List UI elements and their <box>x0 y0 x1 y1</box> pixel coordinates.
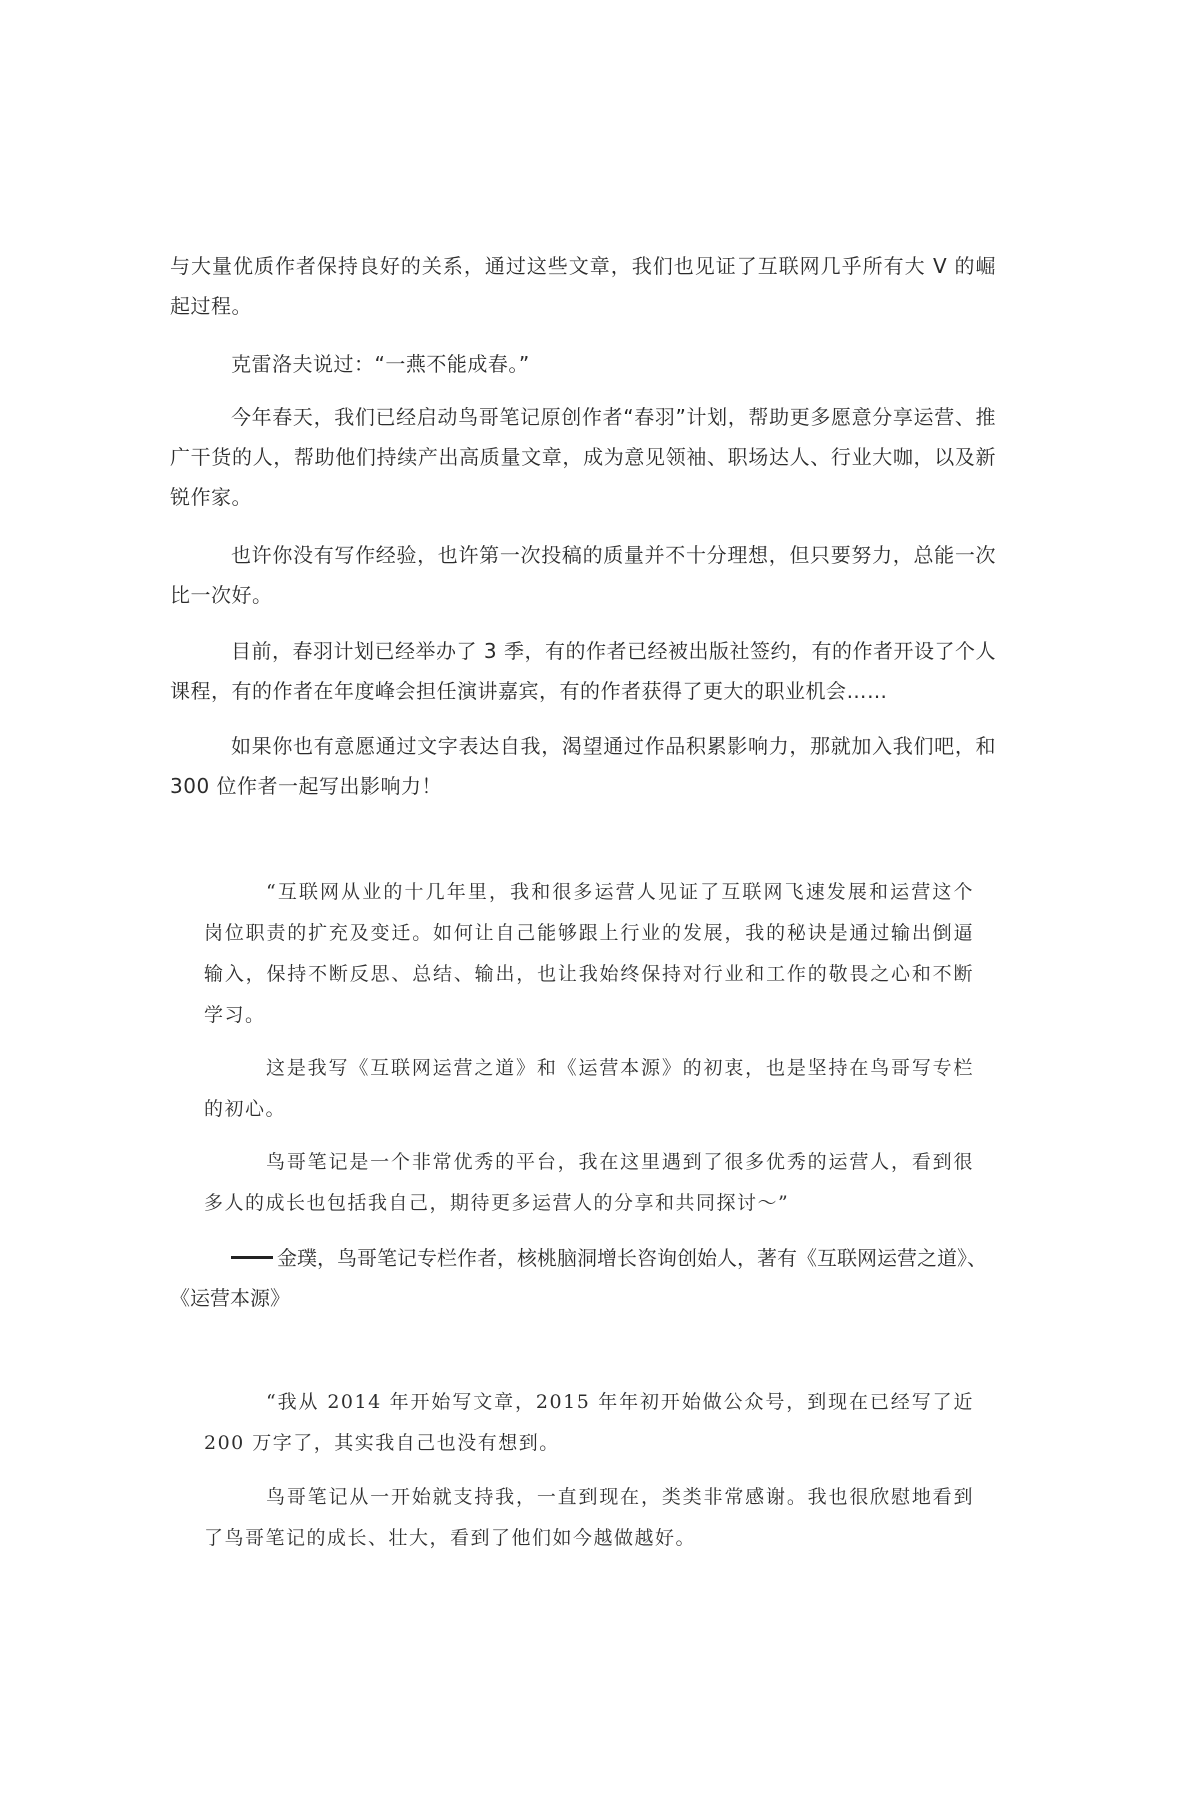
testimonial-1-paragraph-1: “互联网从业的十几年里，我和很多运营人见证了互联网飞速发展和运营这个岗位职责的扩充及变迁。如何让自己能够跟上行业的发展，我的秘诀是通过输出倒逼输入，保持不断反思、总结、输出，也让我始终保持对行业和工作的敬畏之心和不断学习。 <box>204 881 974 1026</box>
paragraph-quote-krylov: 克雷洛夫说过：“一燕不能成春。” <box>231 352 530 376</box>
paragraph-encouragement: 也许你没有写作经验，也许第一次投稿的质量并不十分理想，但只要努力，总能一次比一次好。 <box>170 543 996 607</box>
testimonial-2-paragraph-2: 鸟哥笔记从一开始就支持我，一直到现在，类类非常感谢。我也很欣慰地看到了鸟哥笔记的成长、壮大，看到了他们如今越做越好。 <box>204 1486 974 1549</box>
testimonial-1-paragraph-2: 这是我写《互联网运营之道》和《运营本源》的初衷，也是坚持在鸟哥写专栏的初心。 <box>204 1057 974 1120</box>
paragraph-chunyu-plan: 今年春天，我们已经启动鸟哥笔记原创作者“春羽”计划，帮助更多愿意分享运营、推广干货的人，帮助他们持续产出高质量文章，成为意见领袖、职场达人、行业大咖，以及新锐作家。 <box>170 405 996 509</box>
paragraph-intro-continued: 与大量优质作者保持良好的关系，通过这些文章，我们也见证了互联网几乎所有大 V 的崛起过程。 <box>170 254 996 318</box>
testimonial-1-attribution-text: 金璞，鸟哥笔记专栏作者，核桃脑洞增长咨询创始人，著有《互联网运营之道》、《运营本源》 <box>170 1246 987 1310</box>
em-dash-rule <box>231 1256 273 1259</box>
testimonial-2-paragraph-1: “我从 2014 年开始写文章，2015 年年初开始做公众号，到现在已经写了近 200 万字了，其实我自己也没有想到。 <box>204 1391 974 1454</box>
testimonial-1-attribution <box>170 1238 1010 1318</box>
paragraph-plan-results: 目前，春羽计划已经举办了 3 季，有的作者已经被出版社签约，有的作者开设了个人课程，有的作者在年度峰会担任演讲嘉宾，有的作者获得了更大的职业机会…… <box>170 639 996 703</box>
paragraph-call-to-action: 如果你也有意愿通过文字表达自我，渴望通过作品积累影响力，那就加入我们吧，和 300 位作者一起写出影响力！ <box>170 734 996 798</box>
testimonial-1-paragraph-3: 鸟哥笔记是一个非常优秀的平台，我在这里遇到了很多优秀的运营人，看到很多人的成长也包括我自己，期待更多运营人的分享和共同探讨～” <box>204 1151 974 1214</box>
